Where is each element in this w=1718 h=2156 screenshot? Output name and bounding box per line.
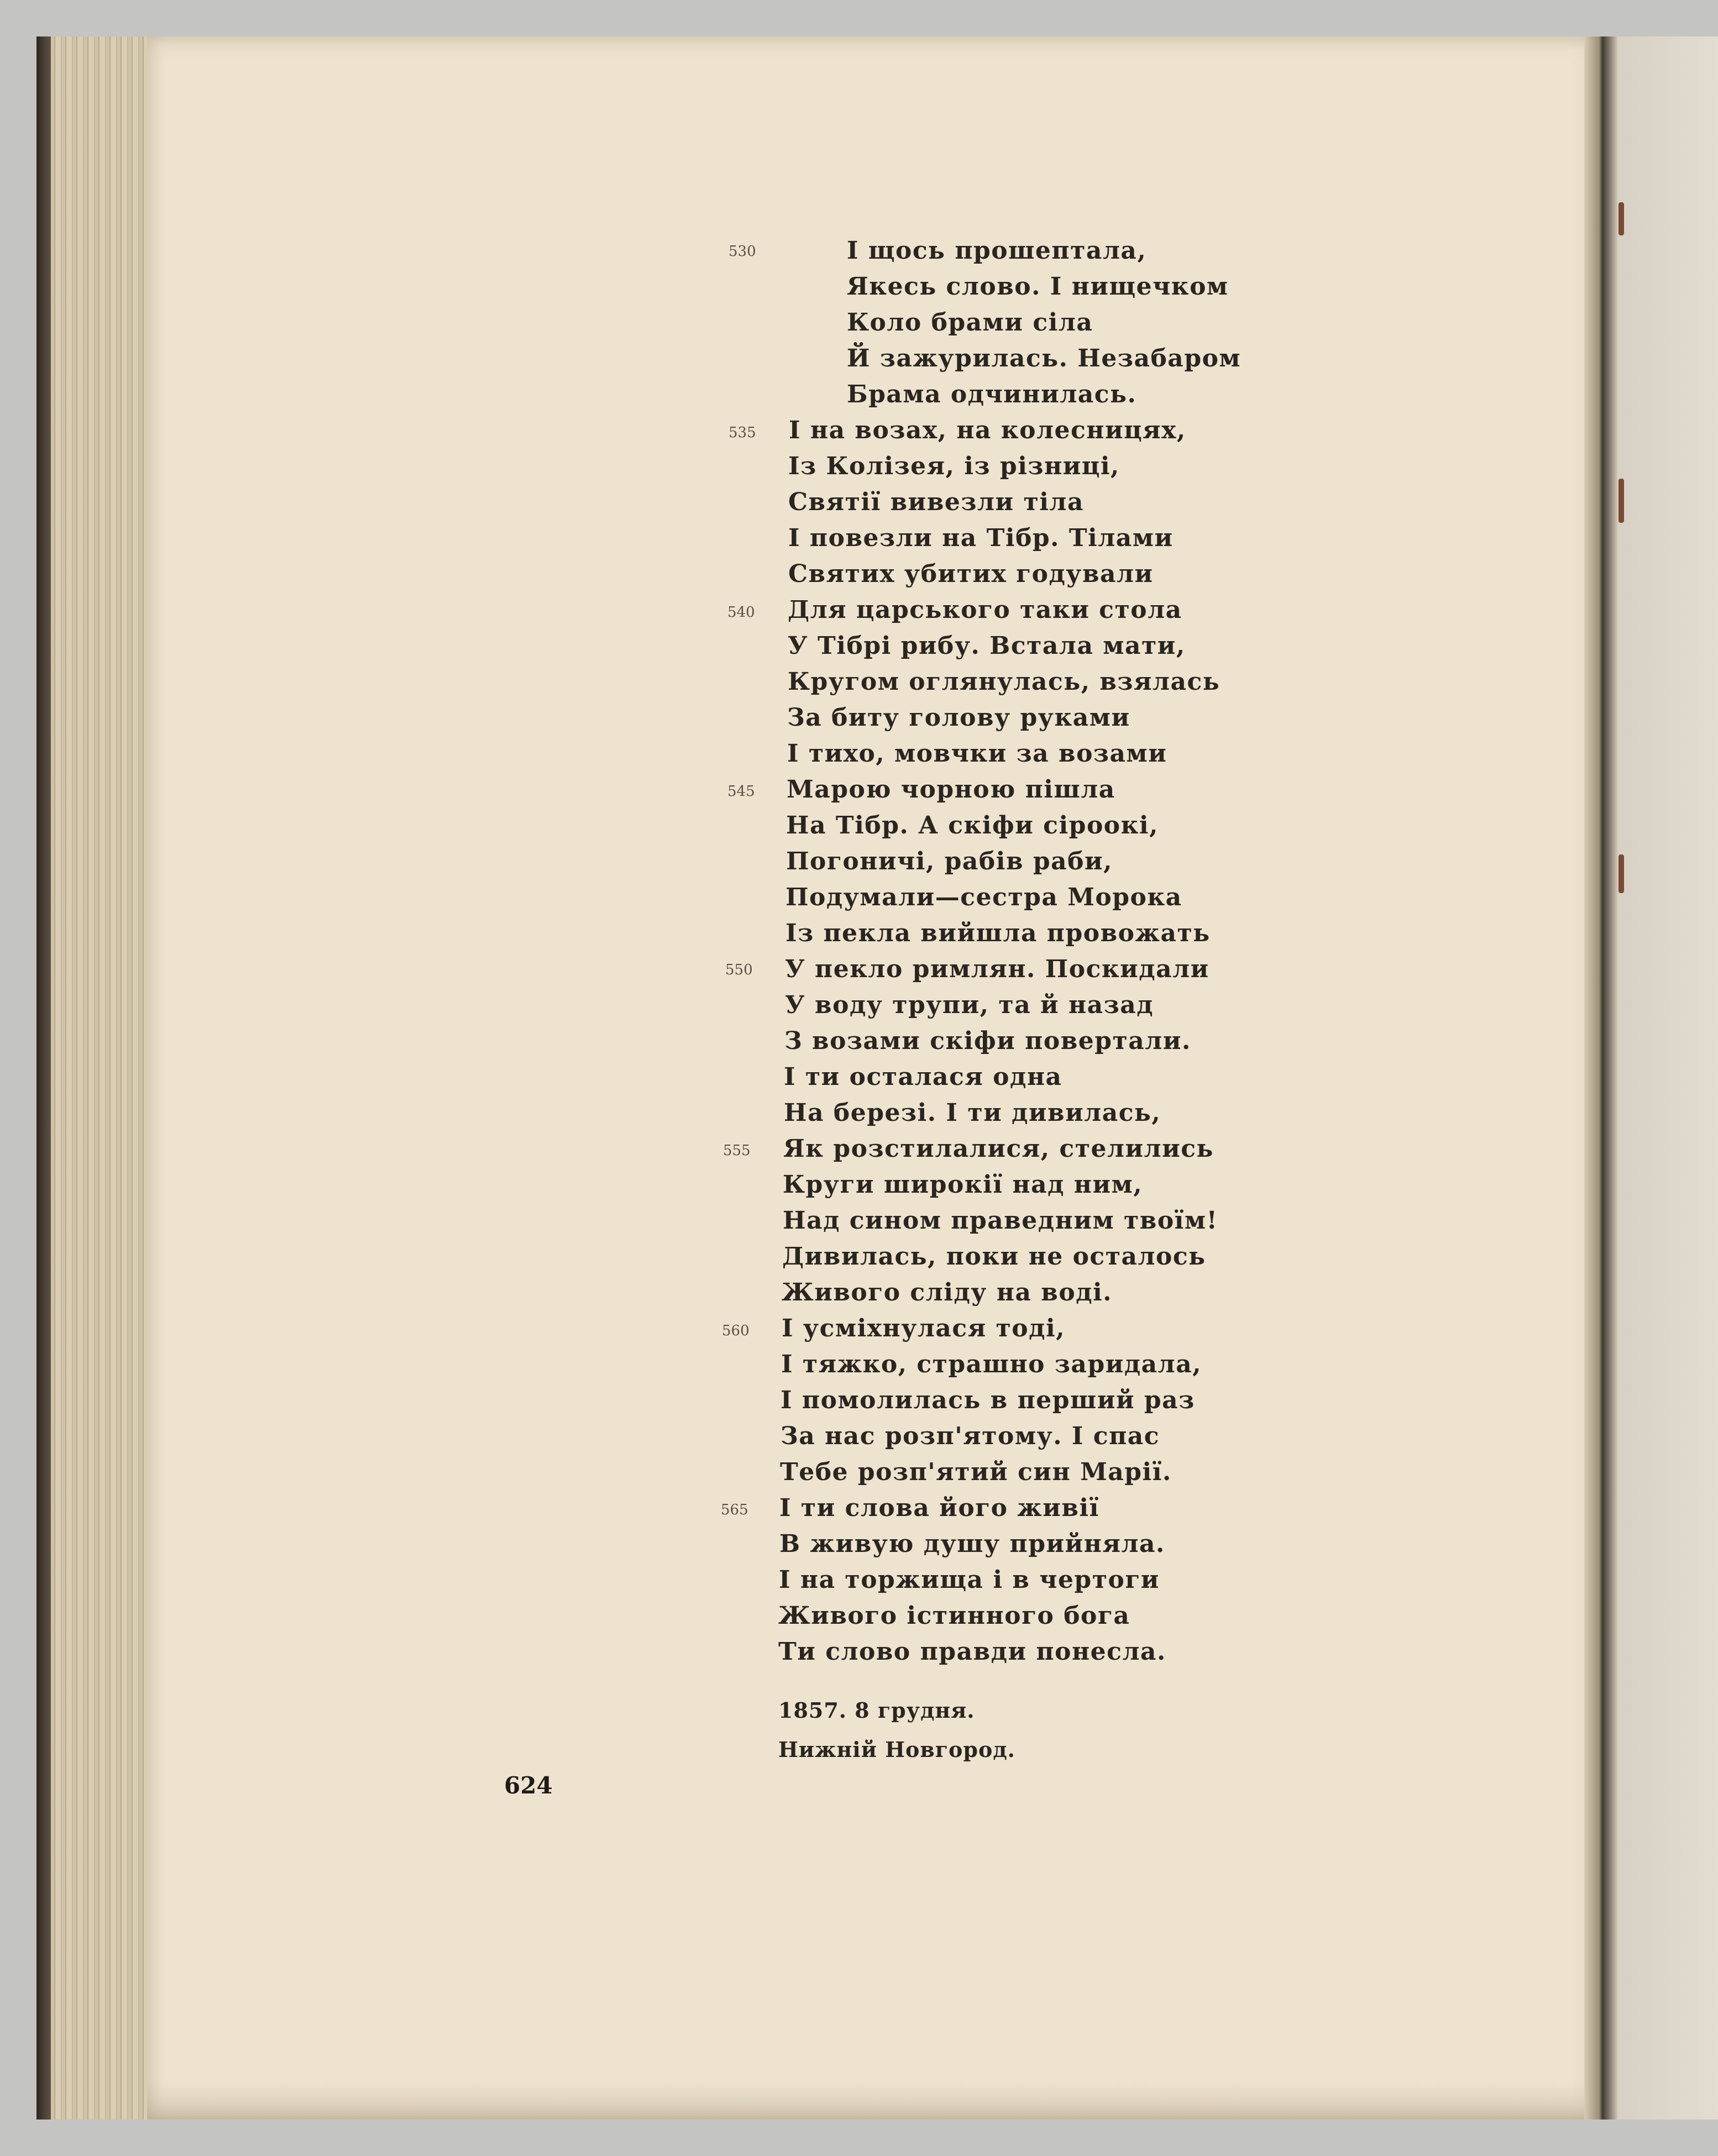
verse-line: За нас розп'ятому. І спас xyxy=(781,1422,1160,1450)
line-number: 555 xyxy=(723,1142,751,1159)
verse-line: І повезли на Тібр. Тілами xyxy=(788,524,1174,552)
verse-line: Святих убитих годували xyxy=(788,560,1154,588)
verse-line: І ти слова його живії xyxy=(779,1494,1099,1522)
verse-line: Над сином праведним твоїм! xyxy=(783,1206,1218,1235)
verse-line: Живого істинного бога xyxy=(778,1602,1130,1630)
verse-line: За биту голову руками xyxy=(787,704,1130,732)
verse-line: Ти слово правди понесла. xyxy=(778,1638,1166,1666)
verse-line: З возами скіфи повертали. xyxy=(784,1027,1191,1055)
verse-line: На Тібр. А скіфи сіроокі, xyxy=(786,811,1159,840)
verse-line: Тебе розп'ятий син Марії. xyxy=(780,1458,1172,1486)
verse-line: Коло брами сіла xyxy=(847,308,1093,337)
verse-line: Марою чорною пішла xyxy=(787,775,1115,804)
verse-line: Брама одчинилась. xyxy=(847,380,1137,408)
verse-line: Й зажурилась. Незабаром xyxy=(847,344,1242,373)
verse-line: Живого сліду на воді. xyxy=(782,1278,1113,1307)
verse-line: Із пекла вийшла провожать xyxy=(785,919,1211,947)
verse-line: Дивилась, поки не осталось xyxy=(782,1242,1206,1271)
poem-place: Нижній Новгород. xyxy=(778,1737,1015,1762)
line-number: 535 xyxy=(729,424,756,441)
verse-line: І тихо, мовчки за возами xyxy=(787,739,1167,768)
verse-line: В живую душу прийняла. xyxy=(779,1530,1165,1558)
line-number: 550 xyxy=(725,962,753,978)
paper-stain xyxy=(1619,202,1624,235)
book-gutter xyxy=(1584,36,1617,2120)
verse-line: Подумали—сестра Морока xyxy=(785,883,1182,911)
verse-line: І тяжко, страшно заридала, xyxy=(781,1350,1202,1378)
verse-line: У воду трупи, та й назад xyxy=(785,991,1154,1019)
verse-line: Кругом оглянулась, взялась xyxy=(788,668,1221,696)
verse-line: У пекло римлян. Поскидали xyxy=(785,955,1209,983)
line-number: 565 xyxy=(721,1502,748,1518)
paper-stain xyxy=(1619,479,1624,523)
line-number: 540 xyxy=(727,604,755,621)
verse-line: На березі. І ти дивилась, xyxy=(784,1099,1161,1127)
book-spine-edge xyxy=(36,36,51,2120)
verse-line: І щось прошептала, xyxy=(847,237,1147,265)
verse-line: І ти осталася одна xyxy=(784,1063,1062,1091)
verse-line: І усміхнулася тоді, xyxy=(782,1314,1066,1342)
facing-page-edge xyxy=(1617,36,1718,2120)
line-number: 530 xyxy=(729,243,756,260)
verse-line: Як розстилалися, стелились xyxy=(783,1135,1214,1163)
verse-line: Якесь слово. І нищечком xyxy=(847,272,1229,301)
verse-line: Для царського таки стола xyxy=(788,596,1182,624)
verse-line: Круги широкії над ним, xyxy=(783,1171,1143,1199)
line-number: 545 xyxy=(727,783,755,800)
verse-line: Із Колізея, із різниці, xyxy=(788,452,1120,480)
verse-line: Погоничі, рабів раби, xyxy=(786,847,1113,875)
line-number: 560 xyxy=(722,1323,750,1339)
poem-date: 1857. 8 грудня. xyxy=(778,1698,975,1723)
verse-line: І помолилась в перший раз xyxy=(781,1386,1195,1414)
paper-stain xyxy=(1619,854,1624,893)
verse-line: І на торжища і в чертоги xyxy=(779,1566,1160,1594)
page-number: 624 xyxy=(504,1772,553,1799)
verse-line: І на возах, на колесницях, xyxy=(789,416,1186,444)
verse-line: Святії вивезли тіла xyxy=(788,488,1084,516)
verse-line: У Тібрі рибу. Встала мати, xyxy=(788,632,1186,660)
